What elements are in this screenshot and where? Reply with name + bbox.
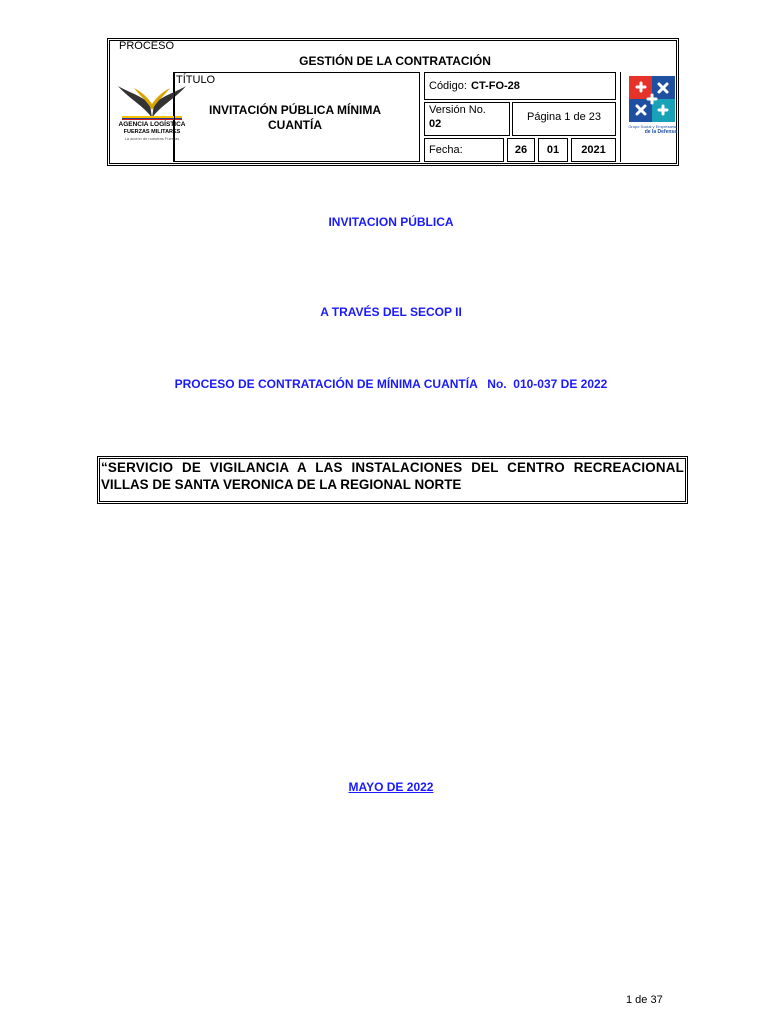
proceso-label: PROCESO xyxy=(119,40,175,52)
codigo-label: Código: xyxy=(429,80,467,92)
gsed-emblem-icon xyxy=(629,76,675,122)
logo-text-line2: FUERZAS MILITARES xyxy=(123,129,181,135)
fecha-year: 2021 xyxy=(581,144,606,156)
pagina-text: Página 1 de 23 xyxy=(526,111,601,123)
heading-invitacion: INVITACION PÚBLICA xyxy=(328,215,454,229)
version-label: Versión No. xyxy=(429,104,486,116)
process-title: GESTIÓN DE LA CONTRATACIÓN xyxy=(299,54,491,68)
codigo-value: CT-FO-28 xyxy=(471,80,520,92)
version-value: 02 xyxy=(429,118,442,130)
document-date: MAYO DE 2022 xyxy=(348,780,434,794)
gsed-logo xyxy=(629,76,677,140)
heading-proceso: PROCESO DE CONTRATACIÓN DE MÍNIMA CUANTÍA No. 010-037 DE 2022 xyxy=(174,377,608,391)
object-line1: “SERVICIO DE VIGILANCIA A LAS INSTALACIONES DEL CENTRO RECREACIONAL xyxy=(101,460,684,475)
gsed-text-line2: de la Defensa xyxy=(644,129,677,135)
object-line2: VILLAS DE SANTA VERONICA DE LA REGIONAL NORTE xyxy=(101,477,462,492)
logo-text-line1: AGENCIA LOGÍSTICA xyxy=(118,121,186,128)
logo-text-line3: La acción de nuestras Fuerzas xyxy=(124,136,180,141)
page-counter: 1 de 37 xyxy=(626,994,663,1006)
heading-secop: A TRAVÉS DEL SECOP II xyxy=(320,305,462,319)
fecha-month: 01 xyxy=(546,144,560,156)
fecha-day: 26 xyxy=(514,144,528,156)
flag-stripe xyxy=(122,116,182,120)
document-title-line2: CUANTÍA xyxy=(268,118,322,132)
gsed-text-line1: Grupo Social y Empresarial xyxy=(628,124,677,129)
titulo-label: TÍTULO xyxy=(176,74,216,86)
document-title-line1: INVITACIÓN PÚBLICA MÍNIMA xyxy=(209,103,381,117)
fecha-label: Fecha: xyxy=(429,144,463,156)
